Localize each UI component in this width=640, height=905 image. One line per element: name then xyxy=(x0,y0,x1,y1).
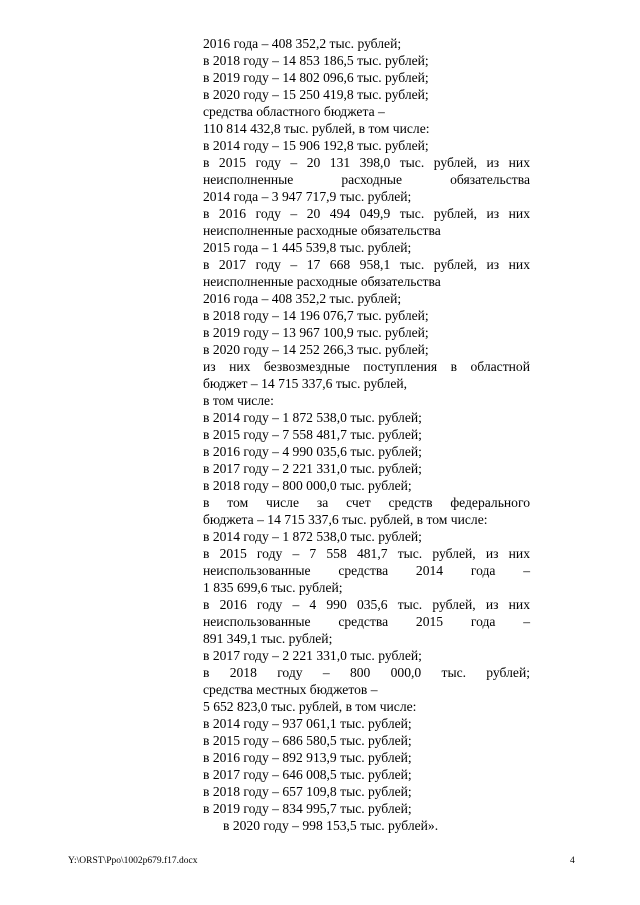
text-line: 2016 года – 408 352,2 тыс. рублей; xyxy=(203,291,402,306)
text-line: в 2014 году – 937 061,1 тыс. рублей; xyxy=(203,716,412,731)
text-line: неисполненные расходные обязательства xyxy=(203,274,441,289)
text-line: в 2016 году – 4 990 035,6 тыс. рублей; xyxy=(203,444,422,459)
text-line: в 2019 году – 834 995,7 тыс. рублей; xyxy=(203,801,412,816)
text-line: 5 652 823,0 тыс. рублей, в том числе: xyxy=(203,699,417,714)
text-line: в 2015 году – 20 131 398,0 тыс. рублей, из них xyxy=(203,155,530,170)
text-line: 891 349,1 тыс. рублей; xyxy=(203,631,333,646)
text-line: 110 814 432,8 тыс. рублей, в том числе: xyxy=(203,121,430,136)
text-line: в 2018 году – 657 109,8 тыс. рублей; xyxy=(203,784,412,799)
text-line: в 2014 году – 1 872 538,0 тыс. рублей; xyxy=(203,410,422,425)
text-line: 2015 года – 1 445 539,8 тыс. рублей; xyxy=(203,240,412,255)
text-line: неиспользованные средства 2015 года – xyxy=(203,614,530,629)
text-line: в 2016 году – 4 990 035,6 тыс. рублей, из них xyxy=(203,597,530,612)
text-line: средства местных бюджетов – xyxy=(203,682,378,697)
text-line: в 2019 году – 13 967 100,9 тыс. рублей; xyxy=(203,325,429,340)
text-line: в 2015 году – 7 558 481,7 тыс. рублей; xyxy=(203,427,422,442)
text-line: в 2020 году – 998 153,5 тыс. рублей». xyxy=(223,818,439,833)
text-line: в том числе: xyxy=(203,393,274,408)
text-line: в 2018 году – 800 000,0 тыс. рублей; xyxy=(203,478,412,493)
text-line: в 2017 году – 646 008,5 тыс. рублей; xyxy=(203,767,412,782)
text-line: бюджет – 14 715 337,6 тыс. рублей, xyxy=(203,376,408,391)
text-line: в 2018 году – 14 196 076,7 тыс. рублей; xyxy=(203,308,429,323)
text-line: в 2015 году – 686 580,5 тыс. рублей; xyxy=(203,733,412,748)
text-line: в 2018 году – 14 853 186,5 тыс. рублей; xyxy=(203,53,429,68)
text-line: неисполненные расходные обязательства xyxy=(203,223,441,238)
text-line: 2014 года – 3 947 717,9 тыс. рублей; xyxy=(203,189,412,204)
text-line: в 2020 году – 15 250 419,8 тыс. рублей; xyxy=(203,87,429,102)
footer-page-number: 4 xyxy=(570,856,575,866)
text-line: в 2019 году – 14 802 096,6 тыс. рублей; xyxy=(203,70,429,85)
text-line: в 2014 году – 1 872 538,0 тыс. рублей; xyxy=(203,529,422,544)
text-line: в 2017 году – 17 668 958,1 тыс. рублей, из них xyxy=(203,257,530,272)
text-line: в 2016 году – 892 913,9 тыс. рублей; xyxy=(203,750,412,765)
text-line: в 2017 году – 2 221 331,0 тыс. рублей; xyxy=(203,648,422,663)
text-line: из них безвозмездные поступления в областной xyxy=(203,359,530,374)
text-line: в 2016 году – 20 494 049,9 тыс. рублей, из них xyxy=(203,206,530,221)
text-line: бюджета – 14 715 337,6 тыс. рублей, в том числе: xyxy=(203,512,488,527)
text-line: 1 835 699,6 тыс. рублей; xyxy=(203,580,343,595)
text-line: в 2015 году – 7 558 481,7 тыс. рублей, из них xyxy=(203,546,530,561)
text-line: 2016 года – 408 352,2 тыс. рублей; xyxy=(203,36,402,51)
text-line: средства областного бюджета – xyxy=(203,104,385,119)
text-line: неисполненные расходные обязательства xyxy=(203,172,530,187)
text-line: в 2020 году – 14 252 266,3 тыс. рублей; xyxy=(203,342,429,357)
text-line: в 2018 году – 800 000,0 тыс. рублей; xyxy=(203,665,530,680)
text-line: в том числе за счет средств федерального xyxy=(203,495,530,510)
text-line: в 2017 году – 2 221 331,0 тыс. рублей; xyxy=(203,461,422,476)
text-line: неиспользованные средства 2014 года – xyxy=(203,563,530,578)
footer-file-path: Y:\ORST\Ppo\1002p679.f17.docx xyxy=(68,856,198,866)
text-line: в 2014 году – 15 906 192,8 тыс. рублей; xyxy=(203,138,429,153)
document-body xyxy=(203,35,530,834)
